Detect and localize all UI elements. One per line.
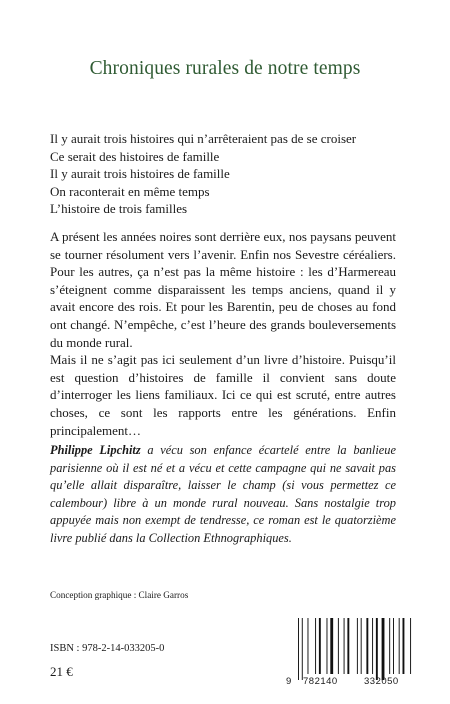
barcode-bar bbox=[361, 618, 362, 674]
book-title: Chroniques rurales de notre temps bbox=[89, 58, 361, 79]
design-credits: Conception graphique : Claire Garros bbox=[50, 590, 189, 600]
poem-line: Il y aurait trois histoires qui n’arrêteraient pas de se croiser bbox=[50, 131, 357, 146]
barcode-bar bbox=[399, 618, 400, 674]
poem-line: Il y aurait trois histoires de famille bbox=[50, 166, 230, 181]
isbn-number: ISBN : 978-2-14-033205-0 bbox=[50, 643, 165, 654]
barcode-bar bbox=[347, 618, 349, 674]
barcode-bar bbox=[366, 618, 368, 674]
barcode-digits-left: 782140 bbox=[303, 676, 338, 687]
author-bio-text: a vécu son enfance écartelé entre la banlieue parisienne où il est né et a vécu et cette campagne qui ne savait pas qu’elle allait disparaître, laisser le champ (si vous permettez ce calembour) libre à un monde rural nouveau. Sans nostalgie trop appuyée mais non exempt de tendresse, ce roman est le quatorzième livre publié dans la Collection Ethnographiques. bbox=[50, 443, 396, 545]
barcode-bar bbox=[344, 618, 345, 674]
barcode-bar bbox=[308, 618, 309, 674]
barcode-bar bbox=[319, 618, 321, 674]
barcode-bar bbox=[338, 618, 339, 674]
barcode-bar bbox=[393, 618, 394, 674]
ean-barcode bbox=[286, 618, 418, 690]
barcode-bar bbox=[357, 618, 358, 674]
poem-line: Ce serait des histoires de famille bbox=[50, 148, 220, 164]
poem-line: L’histoire de trois familles bbox=[50, 201, 188, 216]
barcode-digit-first: 9 bbox=[286, 676, 292, 687]
barcode-bar bbox=[403, 618, 405, 674]
barcode-bar bbox=[298, 618, 299, 680]
barcode-bar bbox=[410, 618, 411, 674]
poem-line: On raconterait en même temps bbox=[50, 183, 210, 199]
summary-paragraph: Mais il ne s’agit pas ici seulement d’un livre d’histoire. Puisqu’il est question d’histoires de famille il convient sans doute d’interroger les liens familiaux. Ici ce qui est scruté, entre autres choses, ce sont les rapports entre les générations. Enfin principalement… bbox=[50, 352, 396, 438]
author-bio bbox=[50, 442, 396, 548]
epigraph-poem bbox=[50, 130, 410, 218]
barcode-bar bbox=[389, 618, 390, 674]
book-summary bbox=[50, 228, 396, 439]
barcode-bar bbox=[372, 618, 373, 674]
summary-paragraph: A présent les années noires sont derrière eux, nos paysans peuvent se tourner résolument vers l’avenir. Enfin nos Sevestre céréaliers. Pour les autres, ça n’est pas la même histoire : les d’Harmereau s’éteignent comme disparaissent les temps anciens, quand il y avait encore des rois. Et pour les Barentin, peu de choses au fond ont changé. N’empêche, c’est l’heure des grands bouleversements du monde rural. bbox=[50, 229, 396, 350]
barcode-bars bbox=[286, 618, 418, 680]
barcode-bar bbox=[327, 618, 328, 674]
barcode-digits-right: 332050 bbox=[364, 676, 399, 687]
barcode-bar bbox=[315, 618, 316, 674]
barcode-bar bbox=[376, 618, 378, 680]
barcode-bar bbox=[302, 618, 303, 680]
price: 21 € bbox=[50, 664, 73, 679]
barcode-bar bbox=[382, 618, 385, 680]
author-name: Philippe Lipchitz bbox=[50, 443, 141, 457]
barcode-bar bbox=[330, 618, 333, 674]
